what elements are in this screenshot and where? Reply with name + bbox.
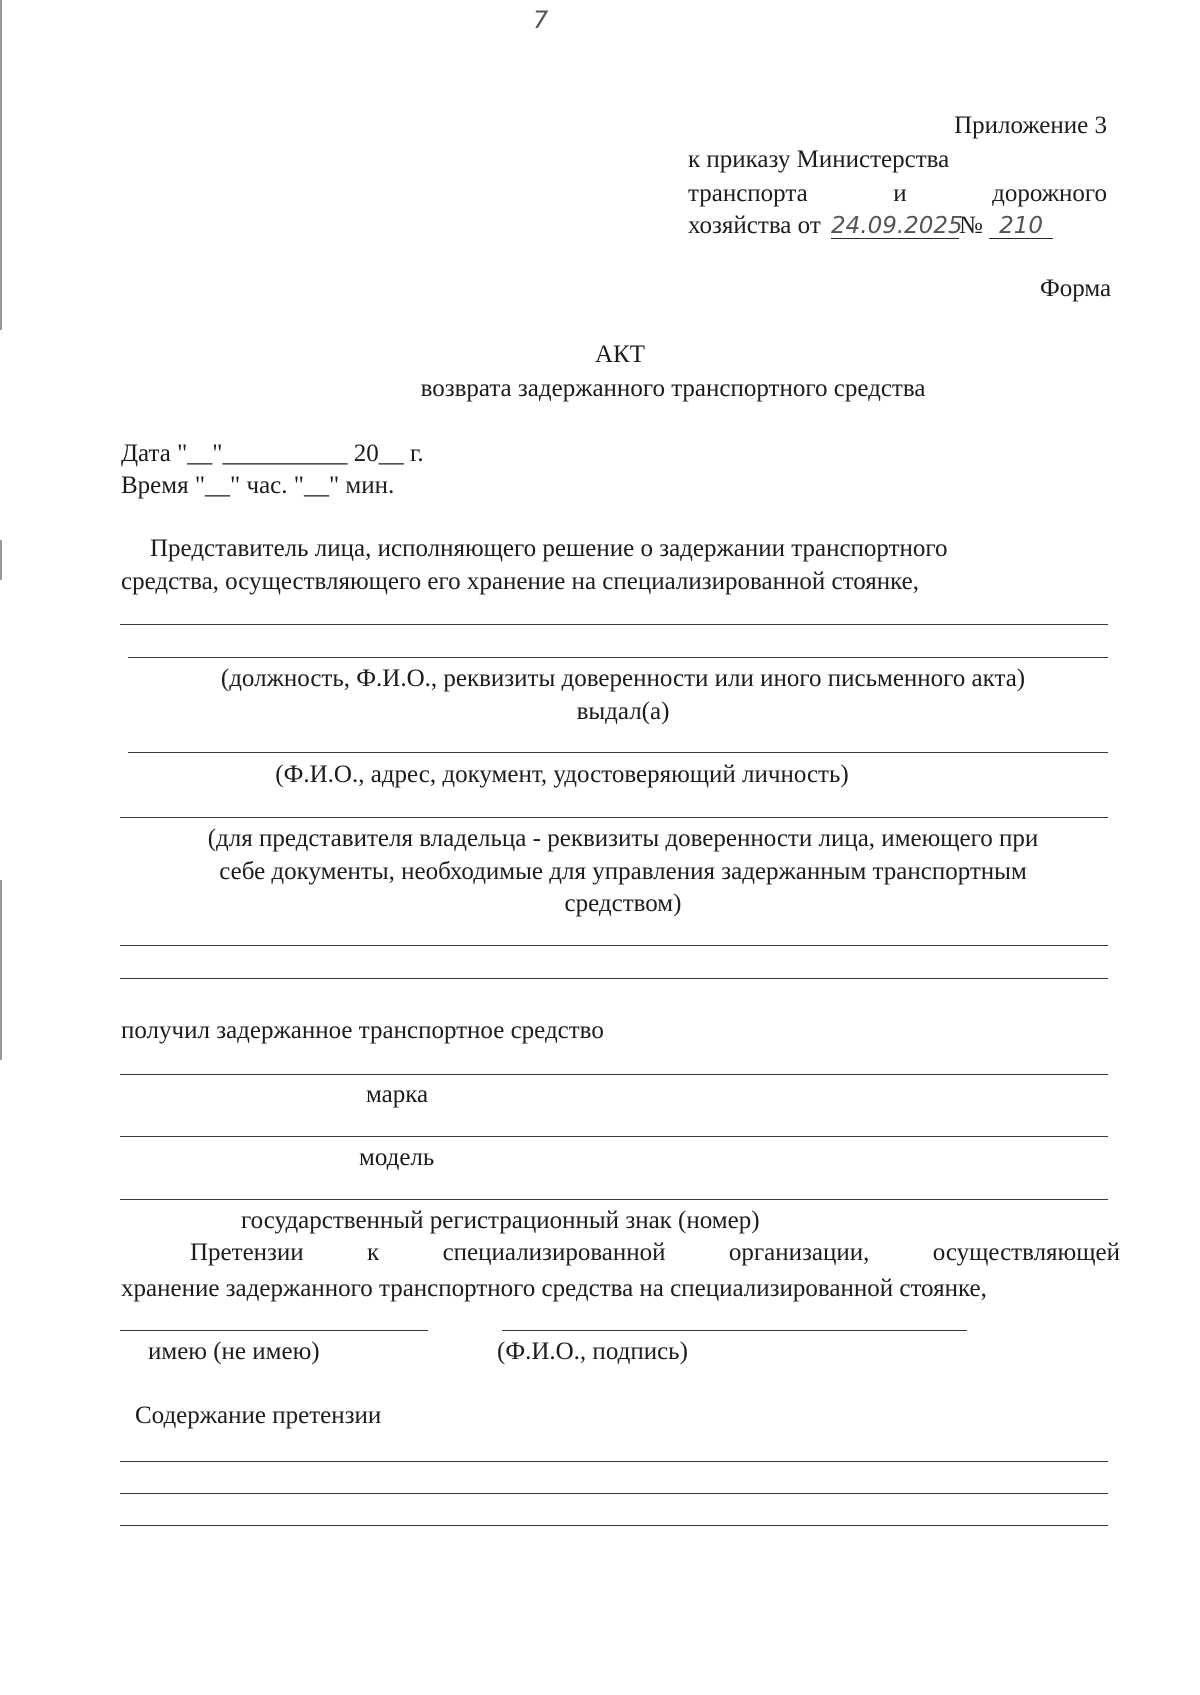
fill-line [120,1525,1108,1526]
appendix-line-4 [688,213,1053,239]
claims-word: специализированной [442,1239,666,1266]
appendix-line-2: к приказу Министерства [688,146,950,173]
document-title: АКТ [595,341,645,368]
handwritten-date: 24.09.2025 [831,213,963,239]
scan-edge-artifact [0,540,2,580]
fill-line [128,657,1108,658]
page-mark: 7 [533,6,549,34]
appendix-word: и [893,180,907,207]
have-not-have-label: имею (не имею) [148,1338,320,1365]
claims-word: осуществляющей [932,1239,1120,1266]
handwritten-number: 210 [989,215,1053,239]
fill-line [120,945,1108,946]
fill-line [128,752,1108,753]
fill-line-short [502,1330,967,1331]
time-line: Время "__" час. "__" мин. [121,472,395,499]
appendix-word: транспорта [688,180,808,207]
caption-position: (должность, Ф.И.О., реквизиты доверенности или иного письменного акта) [220,665,1026,692]
caption-rep-line-3: средством) [564,890,682,917]
fill-line [120,1136,1108,1137]
number-sign: № [959,212,983,239]
appendix-line-1: Приложение 3 [954,112,1107,139]
fill-line [120,1493,1108,1494]
fill-line-short [120,1330,428,1331]
label-brand: марка [366,1081,429,1108]
date-line: Дата "__"__________ 20__ г. [121,440,424,467]
claims-word: организации, [728,1239,870,1266]
claims-word: Претензии [190,1239,304,1266]
caption-person: (Ф.И.О., адрес, документ, удостоверяющий личность) [275,761,849,788]
appendix-word: дорожного [992,180,1107,207]
label-plate: государственный регистрационный знак (номер) [241,1207,760,1234]
appendix-date-prefix: хозяйства от [688,212,821,239]
name-signature-label: (Ф.И.О., подпись) [497,1338,688,1365]
fill-line [120,624,1108,625]
appendix-line-3 [688,181,1107,206]
scan-edge-artifact [0,0,2,330]
caption-rep-line-1: (для представителя владельца - реквизиты доверенности лица, имеющего при [207,825,1039,852]
claims-line-2: хранение задержанного транспортного средства на специализированной стоянке, [121,1275,987,1302]
intro-line-1: Представитель лица, исполняющего решение о задержании транспортного [150,535,948,562]
caption-rep-line-2: себе документы, необходимые для управления задержанным транспортным [219,858,1027,885]
claim-content-label: Содержание претензии [135,1402,382,1429]
claims-line-1 [190,1240,1120,1265]
issued-label: выдал(а) [576,698,670,725]
fill-line [120,817,1108,818]
intro-line-2: средства, осуществляющего его хранение на специализированной стоянке, [121,568,919,595]
received-vehicle-text: получил задержанное транспортное средство [121,1017,604,1044]
document-subtitle: возврата задержанного транспортного средства [420,375,926,402]
claims-word: к [367,1239,380,1266]
fill-line [120,1074,1108,1075]
label-model: модель [359,1144,435,1171]
fill-line [120,978,1108,979]
form-label: Форма [1040,275,1112,302]
fill-line [120,1199,1108,1200]
fill-line [120,1461,1108,1462]
